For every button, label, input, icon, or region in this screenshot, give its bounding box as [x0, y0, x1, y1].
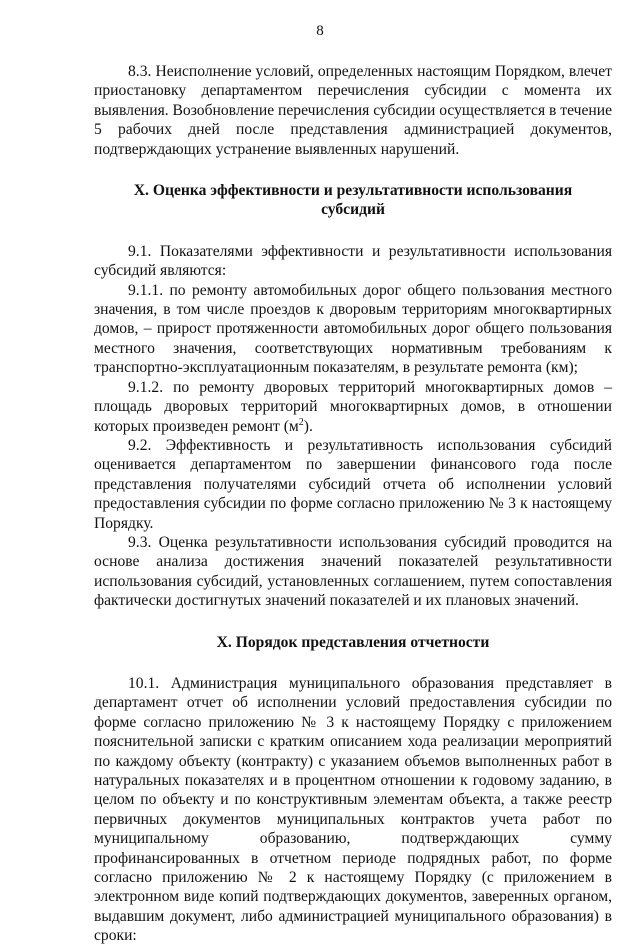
paragraph-9-1-2-text: 9.1.2. по ремонту дворовых территорий многоквартирных домов – площадь дворовых территорий многоквартирных домов, в отношении которых произведен ремонт (м — [94, 378, 612, 435]
paragraph-10-1: 10.1. Администрация муниципального образования представляет в департамент отчет об исполнении условий предоставления субсидии по форме согласно приложению № 3 к настоящему Порядку с приложением пояснительной записки с кратким описанием хода реализации мероприятий по каждому объекту (контракту) с указанием объемов выполненных работ в натуральных показателях и в процентном отношении к годовому заданию, в целом по объекту и по конструктивным элементам объекта, а также реестр первичных документов муниципальных контрактов учета работ по муниципальному образованию, подтверждающих сумму профинансированных в отчетном периоде подрядных работ, по форме согласно приложению № 2 к настоящему Порядку (с приложением в электронном виде копий подтверждающих документов, заверенных органом, выдавшим документ, либо администрацией муниципального образования) в сроки: — [94, 674, 612, 945]
paragraph-9-1: 9.1. Показателями эффективности и результативности использования субсидий являются: — [94, 242, 612, 280]
paragraph-9-2: 9.2. Эффективность и результативность использования субсидий оценивается департаментом по завершении финансового года после представления получателями субсидий отчета об исполнении условий предоставления субсидии по форме согласно приложению № 3 к настоящему Порядку. — [94, 436, 612, 532]
square-meter-superscript: 2 — [298, 416, 304, 428]
paragraph-9-1-2 — [94, 378, 612, 436]
page-number: 8 — [316, 23, 324, 39]
section-heading-evaluation: X. Оценка эффективности и результативности использования субсидий — [133, 182, 573, 219]
paragraph-8-3: 8.3. Неисполнение условий, определенных настоящим Порядком, влечет приостановку департаментом перечисления субсидии с момента их выявления. Возобновление перечисления субсидии осуществляется в течение 5 рабочих дней после представления администрацией документов, подтверждающих устранение выявленных нарушений. — [94, 63, 613, 158]
document-body — [94, 62, 612, 946]
paragraph-9-1-2-tail: ). — [303, 417, 313, 435]
section-heading-reporting: X. Порядок представления отчетности — [216, 633, 490, 651]
paragraph-9-1-1: 9.1.1. по ремонту автомобильных дорог общего пользования местного значения, в том числе проездов к дворовым территориям многоквартирных домов, – прирост протяженности автомобильных дорог общего пользования местного значения, соответствующих нормативным требованиям к транспортно-эксплуатационным показателям, в результате ремонта (км); — [94, 281, 612, 377]
paragraph-9-3: 9.3. Оценка результативности использования субсидий проводится на основе анализа достижения значений показателей результативности использования субсидий, установленных соглашением, путем сопоставления фактически достигнутых значений показателей и их плановых значений. — [94, 533, 612, 610]
